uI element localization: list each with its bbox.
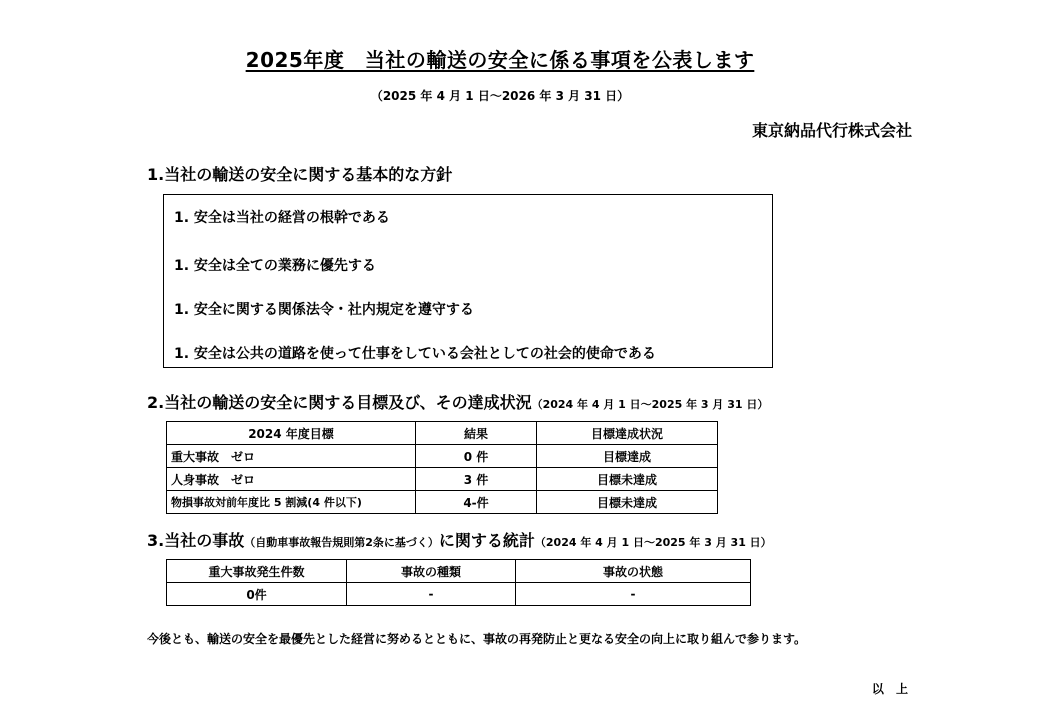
result-cell: 3 件 (416, 468, 537, 491)
result-cell: 0 件 (416, 445, 537, 468)
column-header: 結果 (416, 422, 537, 445)
column-header: 目標達成状況 (537, 422, 718, 445)
table-header-row (167, 560, 751, 583)
section-2-heading (147, 390, 768, 413)
column-header: 事故の種類 (347, 560, 516, 583)
section-3-heading-tail: に関する統計 (438, 531, 535, 550)
column-header: 重大事故発生件数 (167, 560, 347, 583)
reporting-period: （2025 年 4 月 1 日～2026 年 3 月 31 日） (370, 89, 630, 103)
goal-cell: 人身事故 ゼロ (167, 468, 416, 491)
column-header: 事故の状態 (516, 560, 751, 583)
result-cell: 4-件 (416, 491, 537, 514)
goal-cell: 重大事故 ゼロ (167, 445, 416, 468)
status-cell: 目標達成 (537, 445, 718, 468)
accident-stats-table (166, 559, 751, 606)
section-3-period: （2024 年 4 月 1 日～2025 年 3 月 31 日） (534, 536, 772, 549)
closing-statement: 今後とも、輸送の安全を最優先とした経営に努めるとともに、事故の再発防止と更なる安全の向上に取り組んで参ります。 (147, 632, 807, 646)
table-row (167, 468, 718, 491)
section-2-heading-text: 2.当社の輸送の安全に関する目標及び、その達成状況 (147, 393, 532, 412)
section-3-heading (147, 528, 772, 551)
policy-item: 1. 安全は当社の経営の根幹である (174, 210, 390, 226)
accident-state-cell: - (516, 583, 751, 606)
page-title: 2025年度 当社の輸送の安全に係る事項を公表します (245, 48, 755, 72)
policy-item: 1. 安全は全ての業務に優先する (174, 258, 376, 274)
end-mark: 以 上 (871, 682, 912, 696)
status-cell: 目標未達成 (537, 468, 718, 491)
section-3-heading-main: 3.当社の事故 (147, 531, 245, 550)
serious-accident-count-cell: 0件 (167, 583, 347, 606)
policy-item: 1. 安全に関する関係法令・社内規定を遵守する (174, 302, 474, 318)
section-2-period: （2024 年 4 月 1 日～2025 年 3 月 31 日） (531, 398, 769, 411)
status-cell: 目標未達成 (537, 491, 718, 514)
table-header-row (167, 422, 718, 445)
table-row (167, 583, 751, 606)
goals-table (166, 421, 718, 514)
accident-type-cell: - (347, 583, 516, 606)
policy-box (163, 194, 773, 368)
company-name: 東京納品代行株式会社 (751, 121, 912, 140)
column-header: 2024 年度目標 (167, 422, 416, 445)
policy-item: 1. 安全は公共の道路を使って仕事をしている会社としての社会的使命である (174, 346, 656, 362)
section-1-heading: 1.当社の輸送の安全に関する基本的な方針 (147, 165, 453, 184)
table-row (167, 491, 718, 514)
goal-cell: 物損事故対前年度比 5 割減(4 件以下) (167, 491, 416, 514)
table-row (167, 445, 718, 468)
section-3-heading-note: （自動車事故報告規則第2条に基づく） (244, 536, 439, 549)
